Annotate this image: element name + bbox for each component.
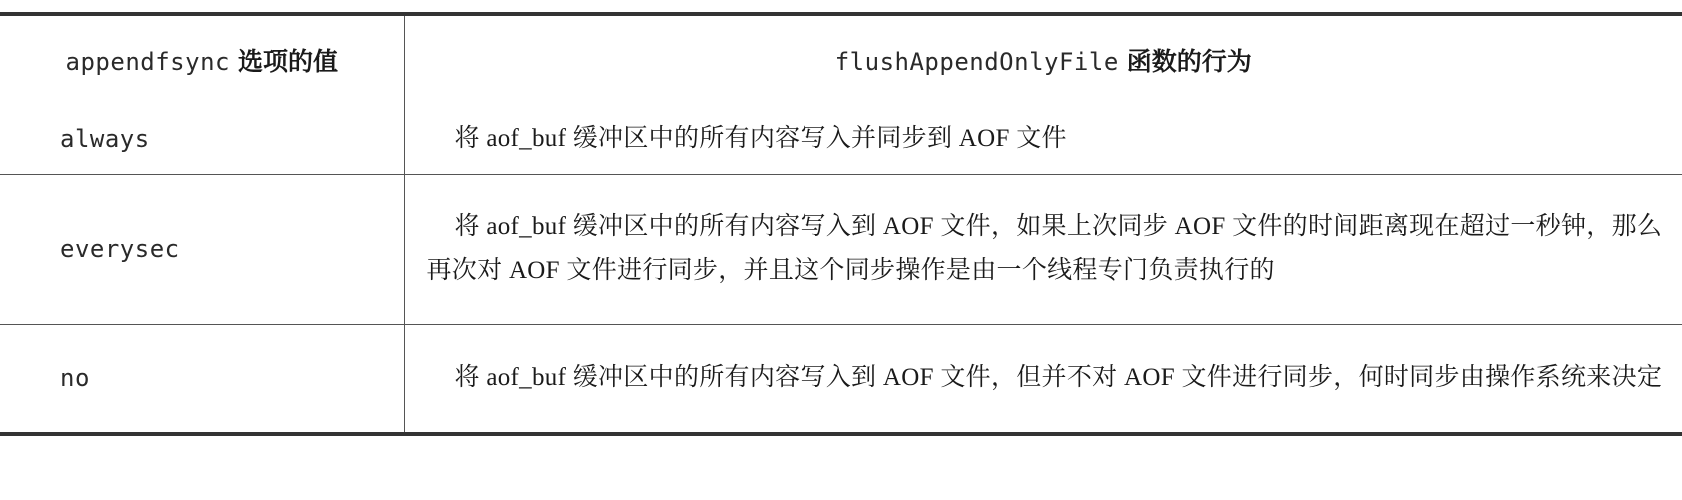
header-option-value — [0, 14, 404, 104]
header-option-label: 选项的值 — [237, 47, 338, 76]
option-value-cell — [0, 324, 404, 434]
option-value: everysec — [60, 235, 180, 263]
table-row — [0, 174, 1682, 324]
option-value-cell — [0, 104, 404, 174]
option-value: always — [60, 124, 150, 153]
header-option-code: appendfsync — [65, 48, 230, 76]
header-function-code: flushAppendOnlyFile — [834, 48, 1119, 76]
header-function-label: 函数的行为 — [1126, 47, 1252, 76]
appendfsync-behavior-table — [0, 12, 1682, 436]
option-value: no — [60, 364, 90, 393]
behavior-cell — [404, 174, 1682, 324]
behavior-cell — [404, 324, 1682, 434]
header-function-behavior — [404, 14, 1682, 104]
behavior-text: 将 aof_buf 缓冲区中的所有内容写入并同步到 AOF 文件 — [454, 124, 1067, 152]
table-header-row — [0, 14, 1682, 104]
table-row — [0, 324, 1682, 434]
behavior-text: 将 aof_buf 缓冲区中的所有内容写入到 AOF 文件，如果上次同步 AOF 文件的时间距离现在超过一秒钟，那么再次对 AOF 文件进行同步，并且这个同步操作是由一个线程专门负责执行的 — [426, 213, 1663, 284]
table-row — [0, 104, 1682, 174]
behavior-text: 将 aof_buf 缓冲区中的所有内容写入到 AOF 文件，但并不对 AOF 文件进行同步，何时同步由操作系统来决定 — [454, 364, 1663, 392]
option-value-cell — [0, 174, 404, 324]
behavior-cell — [404, 104, 1682, 174]
